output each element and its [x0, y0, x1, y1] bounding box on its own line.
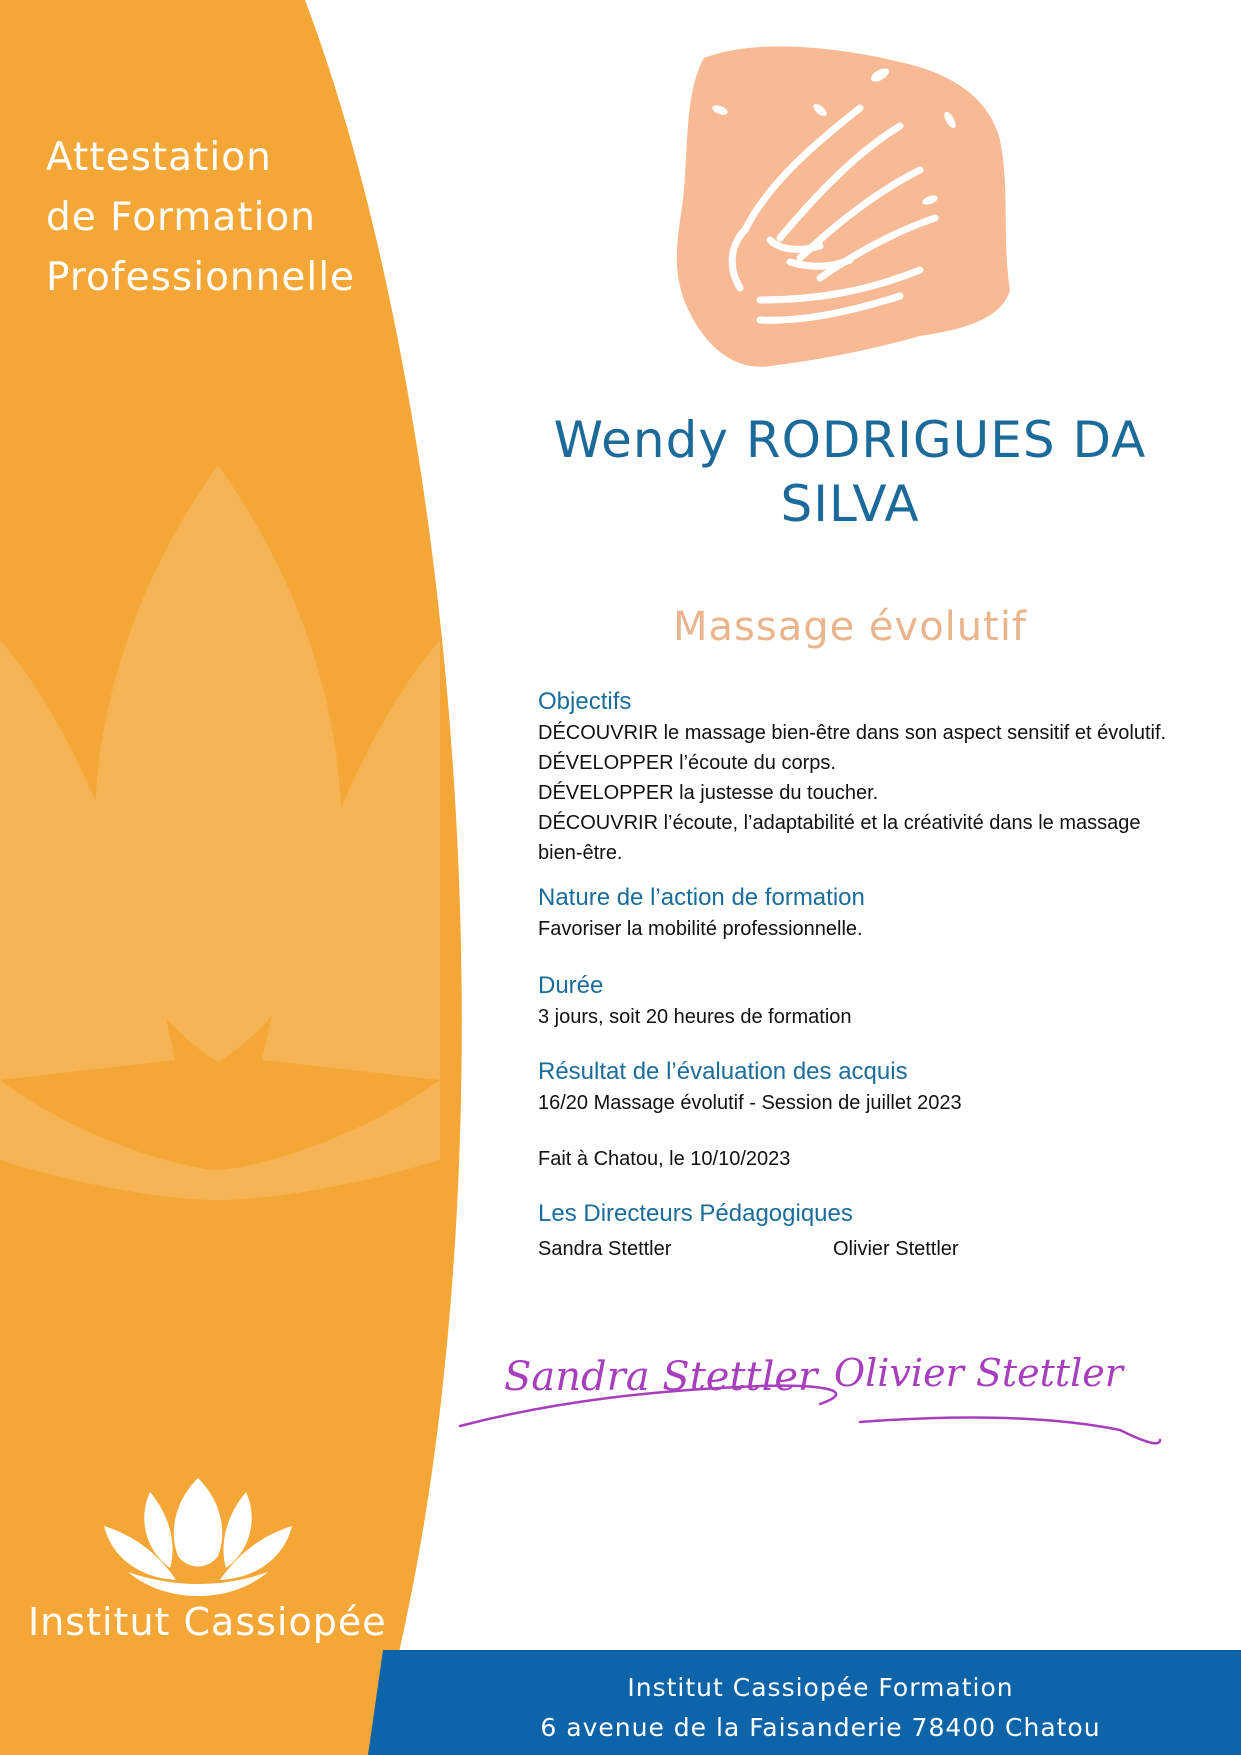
director-name-1: Sandra Stettler	[538, 1238, 672, 1260]
objectives-heading: Objectifs	[538, 688, 632, 715]
result-text: 16/20 Massage évolutif - Session de juillet 2023	[538, 1092, 962, 1114]
title-line-2: de Formation	[46, 195, 316, 240]
signatures	[440, 1330, 1200, 1470]
hand-icon	[677, 46, 1010, 366]
objective-item: DÉCOUVRIR le massage bien-être dans son aspect sensitif et évolutif.	[538, 722, 1167, 744]
objective-item: DÉVELOPPER la justesse du toucher.	[538, 782, 879, 804]
course-title: Massage évolutif	[672, 604, 1028, 650]
certificate-body	[538, 686, 1178, 1268]
nature-heading: Nature de l’action de formation	[538, 884, 865, 911]
signature-2-underline	[860, 1418, 1160, 1444]
nature-text: Favoriser la mobilité professionnelle.	[538, 918, 863, 940]
footer-address	[400, 1668, 1241, 1748]
signature-1: Sandra Stettler	[504, 1354, 818, 1400]
result-section	[538, 1056, 1178, 1118]
directors-section	[538, 1198, 1178, 1268]
result-heading: Résultat de l’évaluation des acquis	[538, 1058, 908, 1085]
objective-item: DÉVELOPPER l’écoute du corps.	[538, 752, 836, 774]
duration-text: 3 jours, soit 20 heures de formation	[538, 1006, 852, 1028]
director-names	[538, 1234, 1178, 1268]
objectives-section	[538, 686, 1178, 868]
footer-line-1: Institut Cassiopée Formation	[627, 1673, 1014, 1702]
directors-heading: Les Directeurs Pédagogiques	[538, 1200, 853, 1227]
brand-name: Institut Cassiopée	[28, 1600, 387, 1644]
title-line-3: Professionnelle	[46, 255, 356, 300]
footer-line-2: 6 avenue de la Faisanderie 78400 Chatou	[540, 1713, 1101, 1742]
document-type-title	[46, 128, 355, 308]
signature-2: Olivier Stettler	[834, 1351, 1123, 1395]
duration-section	[538, 970, 1178, 1032]
objective-item: DÉCOUVRIR l’écoute, l’adaptabilité et la créativité dans le massage bien-être.	[538, 812, 1141, 864]
place-date: Fait à Chatou, le 10/10/2023	[538, 1148, 791, 1170]
director-name-2: Olivier Stettler	[833, 1238, 959, 1260]
nature-section	[538, 882, 1178, 944]
duration-heading: Durée	[538, 972, 604, 999]
title-line-1: Attestation	[46, 135, 272, 180]
recipient-name: Wendy RODRIGUES DA SILVA	[553, 411, 1147, 533]
